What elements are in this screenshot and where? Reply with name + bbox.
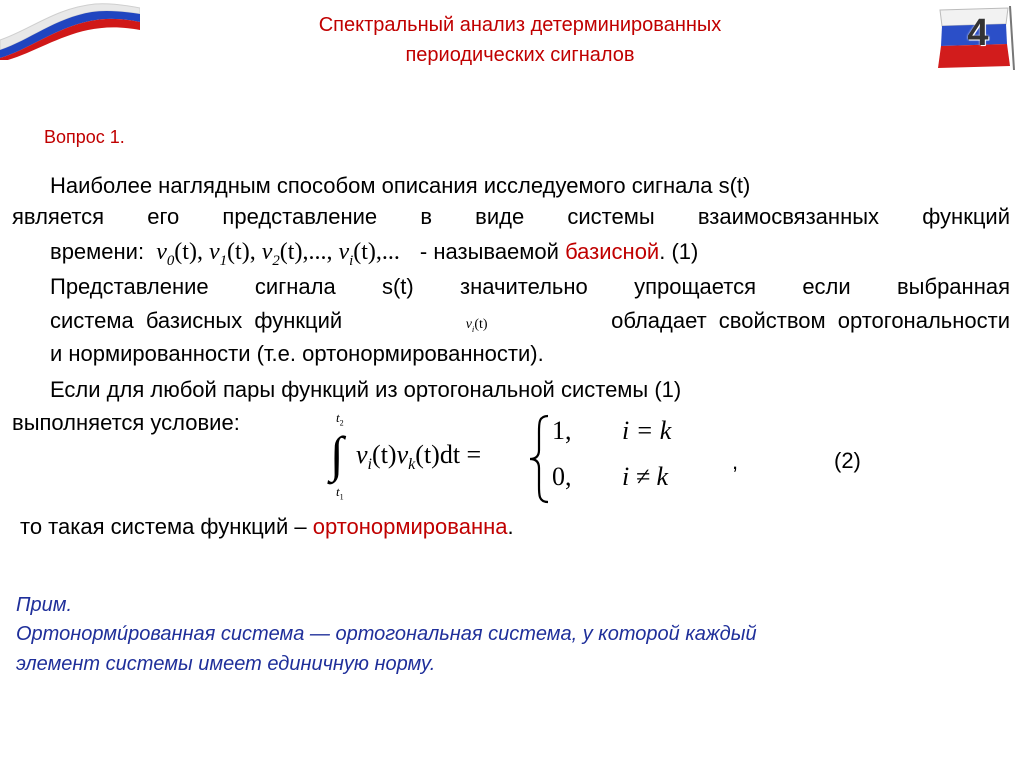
body-line-5-suffix: обладает свойством ортогональности bbox=[611, 308, 1010, 333]
body-line-3-mid: - называемой bbox=[419, 239, 559, 264]
body-line-3-suffix: . (1) bbox=[659, 239, 699, 264]
orthonormality-equation bbox=[322, 410, 742, 510]
body-line-6: и нормированности (т.е. ортонормированности). bbox=[50, 341, 544, 366]
nu-0: $\nu_0$ bbox=[156, 239, 175, 269]
orthonormal-term: ортонормированна bbox=[312, 514, 508, 539]
basis-term: базисной bbox=[565, 239, 660, 264]
nu-2: $\nu_2$ bbox=[261, 239, 280, 269]
equation-comma: , bbox=[732, 449, 739, 474]
case-1-value: 1, bbox=[552, 416, 572, 445]
body-line-3-prefix: времени: bbox=[50, 239, 145, 264]
case-1-condition: i = k bbox=[622, 416, 672, 445]
body-line-7: Если для любой пары функций из ортогональной системы (1) bbox=[50, 377, 682, 402]
integral-upper-limit: $t_2$ bbox=[336, 410, 344, 428]
conclusion-prefix: то такая система функций – bbox=[20, 514, 307, 539]
integral-lower-limit: $t_1$ bbox=[336, 484, 344, 502]
page-number-text: 4 bbox=[967, 12, 989, 54]
russian-flag-ribbon-icon bbox=[0, 0, 140, 60]
equation-number: (2) bbox=[834, 448, 861, 473]
body-line-1: Наиболее наглядным способом описания исследуемого сигнала s(t) bbox=[50, 173, 751, 198]
body-line-8: выполняется условие: bbox=[12, 410, 240, 435]
basis-series-formula: $\nu_0(t)$, $\nu_1(t)$, $\nu_2(t)$,..., $\nu_i(t)$,... bbox=[156, 239, 400, 269]
nu-1: $\nu_1$ bbox=[208, 239, 228, 269]
integrand: $\nu_i(t)\nu_k(t)dt$ = bbox=[356, 440, 482, 474]
conclusion-suffix: . bbox=[507, 514, 514, 539]
slide-title-line2: периодических сигналов bbox=[405, 44, 635, 66]
body-line-5-prefix: система базисных функций bbox=[50, 308, 343, 333]
note-line-2: элемент системы имеет единичную норму. bbox=[16, 653, 436, 675]
cases-brace bbox=[528, 414, 550, 504]
page-number-badge bbox=[934, 4, 1018, 70]
body-line-4: Представление сигнала s(t) значительно упрощается если выбранная bbox=[50, 274, 1010, 299]
case-2-condition: i ≠ k bbox=[622, 462, 669, 491]
integral-sign: ∫ bbox=[330, 426, 344, 482]
nu-i: $\nu_i$ bbox=[338, 239, 354, 269]
case-2-value: 0, bbox=[552, 462, 572, 491]
body-line-2: является его представление в виде системы взаимосвязанных функций bbox=[12, 204, 1010, 229]
note-label: Прим. bbox=[16, 594, 73, 616]
question-label: Вопрос 1. bbox=[44, 127, 125, 147]
slide-title-line1: Спектральный анализ детерминированных bbox=[318, 14, 722, 36]
conclusion-line bbox=[20, 511, 514, 543]
note-line-1: Ортонорми́рованная система — ортогональная система, у которой каждый bbox=[16, 623, 757, 645]
basis-function-formula: $\nu_i(t)$ bbox=[465, 317, 488, 334]
